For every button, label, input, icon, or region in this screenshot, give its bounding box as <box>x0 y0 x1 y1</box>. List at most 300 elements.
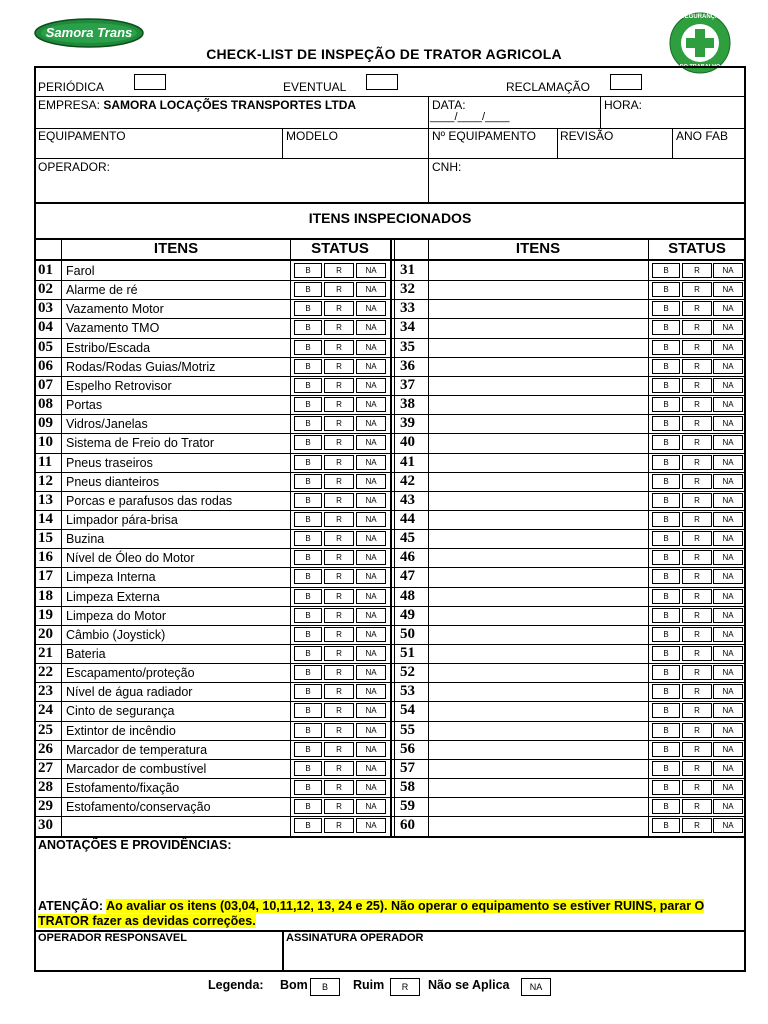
status-na-checkbox[interactable]: NA <box>356 301 386 316</box>
status-r-checkbox[interactable]: R <box>682 435 712 450</box>
status-r-checkbox[interactable]: R <box>682 282 712 297</box>
item-number: 15 <box>38 530 53 546</box>
item-number: 54 <box>400 702 415 718</box>
status-b-checkbox[interactable]: B <box>294 359 322 374</box>
item-number: 13 <box>38 492 53 508</box>
status-r-checkbox[interactable]: R <box>324 608 354 623</box>
item-number: 37 <box>400 377 415 393</box>
item-name: Porcas e parafusos das rodas <box>66 494 233 508</box>
status-na-checkbox[interactable]: NA <box>356 378 386 393</box>
item-number: 22 <box>38 664 53 680</box>
status-na-checkbox[interactable]: NA <box>356 531 386 546</box>
status-na-checkbox[interactable]: NA <box>713 474 743 489</box>
status-r-checkbox[interactable]: R <box>682 301 712 316</box>
status-na-checkbox[interactable]: NA <box>713 569 743 584</box>
item-number: 40 <box>400 434 415 450</box>
legend-ruim-label: Ruim <box>353 978 385 992</box>
status-na-checkbox[interactable]: NA <box>356 550 386 565</box>
status-r-checkbox[interactable]: R <box>324 761 354 776</box>
revisao-label: REVISÃO <box>560 129 614 143</box>
item-number: 28 <box>38 779 53 795</box>
item-number: 23 <box>38 683 53 699</box>
item-name: Estofamento/conservação <box>66 800 211 814</box>
status-b-checkbox[interactable]: B <box>294 569 322 584</box>
status-r-checkbox[interactable]: R <box>324 378 354 393</box>
status-r-checkbox[interactable]: R <box>324 493 354 508</box>
item-number: 50 <box>400 626 415 642</box>
item-number: 48 <box>400 588 415 604</box>
empresa-value: SAMORA LOCAÇÕES TRANSPORTES LTDA <box>103 98 357 112</box>
item-number: 44 <box>400 511 415 527</box>
status-r-checkbox[interactable]: R <box>682 703 712 718</box>
status-r-checkbox[interactable]: R <box>324 646 354 661</box>
item-number: 45 <box>400 530 415 546</box>
status-na-checkbox[interactable]: NA <box>713 416 743 431</box>
operador-responsavel-label: OPERADOR RESPONSAVEL <box>38 932 187 944</box>
item-number: 07 <box>38 377 53 393</box>
item-number: 17 <box>38 568 53 584</box>
status-b-checkbox[interactable]: B <box>294 627 322 642</box>
item-number: 38 <box>400 396 415 412</box>
status-na-checkbox[interactable]: NA <box>356 665 386 680</box>
col-header-itens-right: ITENS <box>515 240 561 257</box>
item-name: Bateria <box>66 647 106 661</box>
status-b-checkbox[interactable]: B <box>294 550 322 565</box>
item-number: 05 <box>38 339 53 355</box>
status-b-checkbox[interactable]: B <box>652 589 680 604</box>
status-na-checkbox[interactable]: NA <box>356 340 386 355</box>
n-equipamento-label: Nº EQUIPAMENTO <box>432 129 536 143</box>
status-b-checkbox[interactable]: B <box>652 301 680 316</box>
item-name: Estribo/Escada <box>66 341 151 355</box>
item-number: 02 <box>38 281 53 297</box>
status-r-checkbox[interactable]: R <box>324 799 354 814</box>
status-na-checkbox[interactable]: NA <box>356 608 386 623</box>
status-r-checkbox[interactable]: R <box>324 359 354 374</box>
reclamacao-checkbox[interactable] <box>610 74 642 90</box>
status-b-checkbox[interactable]: B <box>652 359 680 374</box>
status-r-checkbox[interactable]: R <box>682 818 712 833</box>
status-na-checkbox[interactable]: NA <box>713 780 743 795</box>
reclamacao-label: RECLAMAÇÃO <box>506 80 591 94</box>
status-b-checkbox[interactable]: B <box>294 646 322 661</box>
status-r-checkbox[interactable]: R <box>324 512 354 527</box>
status-na-checkbox[interactable]: NA <box>356 435 386 450</box>
status-na-checkbox[interactable]: NA <box>356 684 386 699</box>
status-na-checkbox[interactable]: NA <box>356 780 386 795</box>
item-number: 03 <box>38 300 53 316</box>
item-number: 57 <box>400 760 415 776</box>
status-r-checkbox[interactable]: R <box>324 742 354 757</box>
status-r-checkbox[interactable]: R <box>324 455 354 470</box>
item-name: Vazamento TMO <box>66 321 160 335</box>
item-number: 18 <box>38 588 53 604</box>
legend-label: Legenda: <box>208 978 264 992</box>
col-header-status-right: STATUS <box>668 240 726 257</box>
status-b-checkbox[interactable]: B <box>294 455 322 470</box>
status-b-checkbox[interactable]: B <box>652 780 680 795</box>
item-number: 14 <box>38 511 53 527</box>
status-b-checkbox[interactable]: B <box>652 455 680 470</box>
status-na-checkbox[interactable]: NA <box>356 493 386 508</box>
item-number: 33 <box>400 300 415 316</box>
status-b-checkbox[interactable]: B <box>294 397 322 412</box>
status-r-checkbox[interactable]: R <box>682 359 712 374</box>
item-number: 51 <box>400 645 415 661</box>
status-na-checkbox[interactable]: NA <box>713 397 743 412</box>
status-r-checkbox[interactable]: R <box>324 301 354 316</box>
status-b-checkbox[interactable]: B <box>652 397 680 412</box>
status-b-checkbox[interactable]: B <box>652 493 680 508</box>
ano-fab-label: ANO FAB <box>676 129 729 143</box>
item-number: 20 <box>38 626 53 642</box>
status-b-checkbox[interactable]: B <box>652 340 680 355</box>
item-number: 52 <box>400 664 415 680</box>
status-r-checkbox[interactable]: R <box>324 474 354 489</box>
status-r-checkbox[interactable]: R <box>324 723 354 738</box>
status-r-checkbox[interactable]: R <box>324 684 354 699</box>
status-r-checkbox[interactable]: R <box>324 416 354 431</box>
status-r-checkbox[interactable]: R <box>682 263 712 278</box>
item-number: 41 <box>400 454 415 470</box>
status-r-checkbox[interactable]: R <box>324 818 354 833</box>
legend-ruim-box: R <box>390 978 420 996</box>
status-b-checkbox[interactable]: B <box>294 742 322 757</box>
status-na-checkbox[interactable]: NA <box>356 761 386 776</box>
status-r-checkbox[interactable]: R <box>324 531 354 546</box>
status-na-checkbox[interactable]: NA <box>713 512 743 527</box>
status-na-checkbox[interactable]: NA <box>713 799 743 814</box>
status-na-checkbox[interactable]: NA <box>713 723 743 738</box>
section-title: ITENS INSPECIONADOS <box>308 210 472 226</box>
item-name: Pneus dianteiros <box>66 475 160 489</box>
item-number: 53 <box>400 683 415 699</box>
item-name: Marcador de combustível <box>66 762 207 776</box>
status-r-checkbox[interactable]: R <box>682 589 712 604</box>
status-na-checkbox[interactable]: NA <box>356 474 386 489</box>
status-r-checkbox[interactable]: R <box>682 416 712 431</box>
assinatura-operador-label: ASSINATURA OPERADOR <box>286 932 424 944</box>
item-number: 47 <box>400 568 415 584</box>
status-b-checkbox[interactable]: B <box>652 799 680 814</box>
modelo-label: MODELO <box>286 129 339 143</box>
status-r-checkbox[interactable]: R <box>324 703 354 718</box>
status-b-checkbox[interactable]: B <box>652 818 680 833</box>
item-number: 01 <box>38 262 53 278</box>
status-r-checkbox[interactable]: R <box>324 627 354 642</box>
status-b-checkbox[interactable]: B <box>294 474 322 489</box>
status-b-checkbox[interactable]: B <box>294 531 322 546</box>
page-title: CHECK-LIST DE INSPEÇÃO DE TRATOR AGRICOLA <box>206 46 562 62</box>
item-number: 04 <box>38 319 53 335</box>
status-r-checkbox[interactable]: R <box>324 320 354 335</box>
status-b-checkbox[interactable]: B <box>652 665 680 680</box>
status-r-checkbox[interactable]: R <box>682 684 712 699</box>
legend-bom-box: B <box>310 978 340 996</box>
status-b-checkbox[interactable]: B <box>294 320 322 335</box>
safety-seal-icon <box>669 12 731 74</box>
status-na-checkbox[interactable]: NA <box>713 761 743 776</box>
item-number: 55 <box>400 722 415 738</box>
attention-note <box>38 899 738 929</box>
status-b-checkbox[interactable]: B <box>652 742 680 757</box>
item-number: 31 <box>400 262 415 278</box>
data-label: DATA: <box>432 98 466 112</box>
status-na-checkbox[interactable]: NA <box>713 340 743 355</box>
item-name: Farol <box>66 264 95 278</box>
col-header-itens-left: ITENS <box>153 240 199 257</box>
item-number: 24 <box>38 702 53 718</box>
item-number: 35 <box>400 339 415 355</box>
status-b-checkbox[interactable]: B <box>652 703 680 718</box>
status-b-checkbox[interactable]: B <box>652 435 680 450</box>
status-b-checkbox[interactable]: B <box>652 684 680 699</box>
item-number: 42 <box>400 473 415 489</box>
anotacoes-title: ANOTAÇÕES E PROVIDÊNCIAS: <box>38 838 232 852</box>
item-name: Portas <box>66 398 103 412</box>
status-r-checkbox[interactable]: R <box>324 435 354 450</box>
status-na-checkbox[interactable]: NA <box>356 799 386 814</box>
status-b-checkbox[interactable]: B <box>294 263 322 278</box>
status-na-checkbox[interactable]: NA <box>713 435 743 450</box>
status-r-checkbox[interactable]: R <box>682 761 712 776</box>
item-number: 43 <box>400 492 415 508</box>
periodica-checkbox[interactable] <box>134 74 166 90</box>
status-r-checkbox[interactable]: R <box>324 282 354 297</box>
status-na-checkbox[interactable]: NA <box>713 608 743 623</box>
legend-na-box: NA <box>521 978 551 996</box>
cnh-label: CNH: <box>432 160 462 174</box>
status-b-checkbox[interactable]: B <box>294 818 322 833</box>
status-na-checkbox[interactable]: NA <box>713 263 743 278</box>
item-number: 08 <box>38 396 53 412</box>
status-b-checkbox[interactable]: B <box>652 474 680 489</box>
item-number: 36 <box>400 358 415 374</box>
item-name: Limpeza do Motor <box>66 609 167 623</box>
status-b-checkbox[interactable]: B <box>294 723 322 738</box>
status-na-checkbox[interactable]: NA <box>713 359 743 374</box>
status-b-checkbox[interactable]: B <box>652 378 680 393</box>
status-b-checkbox[interactable]: B <box>652 761 680 776</box>
item-number: 16 <box>38 549 53 565</box>
status-b-checkbox[interactable]: B <box>652 550 680 565</box>
item-name: Câmbio (Joystick) <box>66 628 166 642</box>
item-number: 11 <box>38 454 53 470</box>
seal-text-bottom: DO TRABALHO <box>679 64 721 70</box>
status-b-checkbox[interactable]: B <box>294 589 322 604</box>
status-na-checkbox[interactable]: NA <box>356 589 386 604</box>
item-number: 10 <box>38 434 53 450</box>
status-na-checkbox[interactable]: NA <box>356 359 386 374</box>
status-b-checkbox[interactable]: B <box>652 627 680 642</box>
item-name: Vidros/Janelas <box>66 417 148 431</box>
item-name: Limpeza Externa <box>66 590 160 604</box>
status-r-checkbox[interactable]: R <box>324 340 354 355</box>
periodica-label: PERIÓDICA <box>38 80 105 94</box>
status-b-checkbox[interactable]: B <box>294 703 322 718</box>
status-b-checkbox[interactable]: B <box>294 416 322 431</box>
data-field[interactable]: ____/____/____ <box>430 111 510 123</box>
status-r-checkbox[interactable]: R <box>682 320 712 335</box>
status-r-checkbox[interactable]: R <box>682 512 712 527</box>
status-b-checkbox[interactable]: B <box>294 340 322 355</box>
status-na-checkbox[interactable]: NA <box>356 742 386 757</box>
status-b-checkbox[interactable]: B <box>294 493 322 508</box>
status-na-checkbox[interactable]: NA <box>356 627 386 642</box>
status-na-checkbox[interactable]: NA <box>356 723 386 738</box>
status-na-checkbox[interactable]: NA <box>356 263 386 278</box>
status-na-checkbox[interactable]: NA <box>356 455 386 470</box>
status-na-checkbox[interactable]: NA <box>713 550 743 565</box>
item-number: 27 <box>38 760 53 776</box>
status-r-checkbox[interactable]: R <box>324 780 354 795</box>
item-number: 59 <box>400 798 415 814</box>
status-b-checkbox[interactable]: B <box>652 646 680 661</box>
status-b-checkbox[interactable]: B <box>294 301 322 316</box>
status-na-checkbox[interactable]: NA <box>713 282 743 297</box>
status-na-checkbox[interactable]: NA <box>713 320 743 335</box>
eventual-checkbox[interactable] <box>366 74 398 90</box>
status-na-checkbox[interactable]: NA <box>713 818 743 833</box>
item-number: 49 <box>400 607 415 623</box>
status-r-checkbox[interactable]: R <box>682 474 712 489</box>
status-na-checkbox[interactable]: NA <box>356 512 386 527</box>
status-na-checkbox[interactable]: NA <box>356 320 386 335</box>
status-b-checkbox[interactable]: B <box>294 684 322 699</box>
item-number: 09 <box>38 415 53 431</box>
status-r-checkbox[interactable]: R <box>682 665 712 680</box>
status-r-checkbox[interactable]: R <box>682 780 712 795</box>
status-na-checkbox[interactable]: NA <box>356 397 386 412</box>
status-na-checkbox[interactable]: NA <box>713 301 743 316</box>
status-r-checkbox[interactable]: R <box>324 569 354 584</box>
status-b-checkbox[interactable]: B <box>652 723 680 738</box>
status-r-checkbox[interactable]: R <box>682 627 712 642</box>
item-number: 39 <box>400 415 415 431</box>
item-number: 34 <box>400 319 415 335</box>
item-number: 56 <box>400 741 415 757</box>
legend-bom-label: Bom <box>280 978 308 992</box>
status-r-checkbox[interactable]: R <box>324 665 354 680</box>
item-name: Estofamento/fixação <box>66 781 180 795</box>
item-name: Sistema de Freio do Trator <box>66 436 214 450</box>
status-r-checkbox[interactable]: R <box>682 455 712 470</box>
status-na-checkbox[interactable]: NA <box>713 531 743 546</box>
attention-text: Ao avaliar os itens (03,04, 10,11,12, 13, 24 e 25). Não operar o equipamento se estiver RUINS, parar O TRATOR fazer as devidas correções. <box>38 899 705 928</box>
status-r-checkbox[interactable]: R <box>682 799 712 814</box>
status-r-checkbox[interactable]: R <box>324 263 354 278</box>
status-na-checkbox[interactable]: NA <box>356 416 386 431</box>
status-b-checkbox[interactable]: B <box>294 282 322 297</box>
hora-label: HORA: <box>604 98 643 112</box>
status-na-checkbox[interactable]: NA <box>713 646 743 661</box>
item-name: Escapamento/proteção <box>66 666 195 680</box>
status-r-checkbox[interactable]: R <box>682 397 712 412</box>
logo-text: Samora Trans <box>45 25 133 40</box>
status-na-checkbox[interactable]: NA <box>356 703 386 718</box>
item-number: 32 <box>400 281 415 297</box>
status-na-checkbox[interactable]: NA <box>713 742 743 757</box>
item-number: 60 <box>400 817 415 833</box>
status-b-checkbox[interactable]: B <box>294 761 322 776</box>
item-name: Pneus traseiros <box>66 456 153 470</box>
status-b-checkbox[interactable]: B <box>294 799 322 814</box>
status-b-checkbox[interactable]: B <box>294 512 322 527</box>
status-b-checkbox[interactable]: B <box>652 320 680 335</box>
status-b-checkbox[interactable]: B <box>652 263 680 278</box>
item-number: 46 <box>400 549 415 565</box>
status-na-checkbox[interactable]: NA <box>356 282 386 297</box>
status-b-checkbox[interactable]: B <box>652 531 680 546</box>
status-na-checkbox[interactable]: NA <box>713 455 743 470</box>
status-b-checkbox[interactable]: B <box>652 512 680 527</box>
status-b-checkbox[interactable]: B <box>294 378 322 393</box>
status-b-checkbox[interactable]: B <box>652 608 680 623</box>
item-name: Vazamento Motor <box>66 302 164 316</box>
status-na-checkbox[interactable]: NA <box>713 627 743 642</box>
status-r-checkbox[interactable]: R <box>324 550 354 565</box>
item-number: 29 <box>38 798 53 814</box>
item-name: Espelho Retrovisor <box>66 379 172 393</box>
status-na-checkbox[interactable]: NA <box>713 684 743 699</box>
status-na-checkbox[interactable]: NA <box>713 589 743 604</box>
status-na-checkbox[interactable]: NA <box>713 665 743 680</box>
status-r-checkbox[interactable]: R <box>682 531 712 546</box>
status-na-checkbox[interactable]: NA <box>356 818 386 833</box>
seal-text-top: SEGURANÇA <box>680 14 720 20</box>
status-r-checkbox[interactable]: R <box>682 340 712 355</box>
item-name: Limpeza Interna <box>66 570 156 584</box>
item-name: Nível de Óleo do Motor <box>66 551 195 565</box>
status-r-checkbox[interactable]: R <box>682 493 712 508</box>
status-r-checkbox[interactable]: R <box>682 608 712 623</box>
status-b-checkbox[interactable]: B <box>652 569 680 584</box>
status-na-checkbox[interactable]: NA <box>356 569 386 584</box>
status-r-checkbox[interactable]: R <box>682 742 712 757</box>
status-na-checkbox[interactable]: NA <box>713 378 743 393</box>
status-b-checkbox[interactable]: B <box>294 435 322 450</box>
item-name: Extintor de incêndio <box>66 724 176 738</box>
col-header-status-left: STATUS <box>311 240 369 257</box>
status-r-checkbox[interactable]: R <box>682 646 712 661</box>
status-b-checkbox[interactable]: B <box>652 282 680 297</box>
status-na-checkbox[interactable]: NA <box>713 703 743 718</box>
status-na-checkbox[interactable]: NA <box>356 646 386 661</box>
status-r-checkbox[interactable]: R <box>682 378 712 393</box>
status-r-checkbox[interactable]: R <box>324 589 354 604</box>
status-b-checkbox[interactable]: B <box>294 780 322 795</box>
status-b-checkbox[interactable]: B <box>294 608 322 623</box>
item-name: Cinto de segurança <box>66 704 175 718</box>
status-r-checkbox[interactable]: R <box>682 569 712 584</box>
status-r-checkbox[interactable]: R <box>682 723 712 738</box>
item-name: Rodas/Rodas Guias/Motriz <box>66 360 216 374</box>
item-name: Limpador pára-brisa <box>66 513 178 527</box>
status-b-checkbox[interactable]: B <box>294 665 322 680</box>
status-r-checkbox[interactable]: R <box>324 397 354 412</box>
status-b-checkbox[interactable]: B <box>652 416 680 431</box>
eventual-label: EVENTUAL <box>283 80 347 94</box>
item-name: Marcador de temperatura <box>66 743 208 757</box>
equipamento-label: EQUIPAMENTO <box>38 129 126 143</box>
status-r-checkbox[interactable]: R <box>682 550 712 565</box>
operador-label: OPERADOR: <box>38 160 111 174</box>
status-na-checkbox[interactable]: NA <box>713 493 743 508</box>
item-number: 58 <box>400 779 415 795</box>
item-number: 26 <box>38 741 53 757</box>
item-number: 30 <box>38 817 53 833</box>
item-number: 25 <box>38 722 53 738</box>
